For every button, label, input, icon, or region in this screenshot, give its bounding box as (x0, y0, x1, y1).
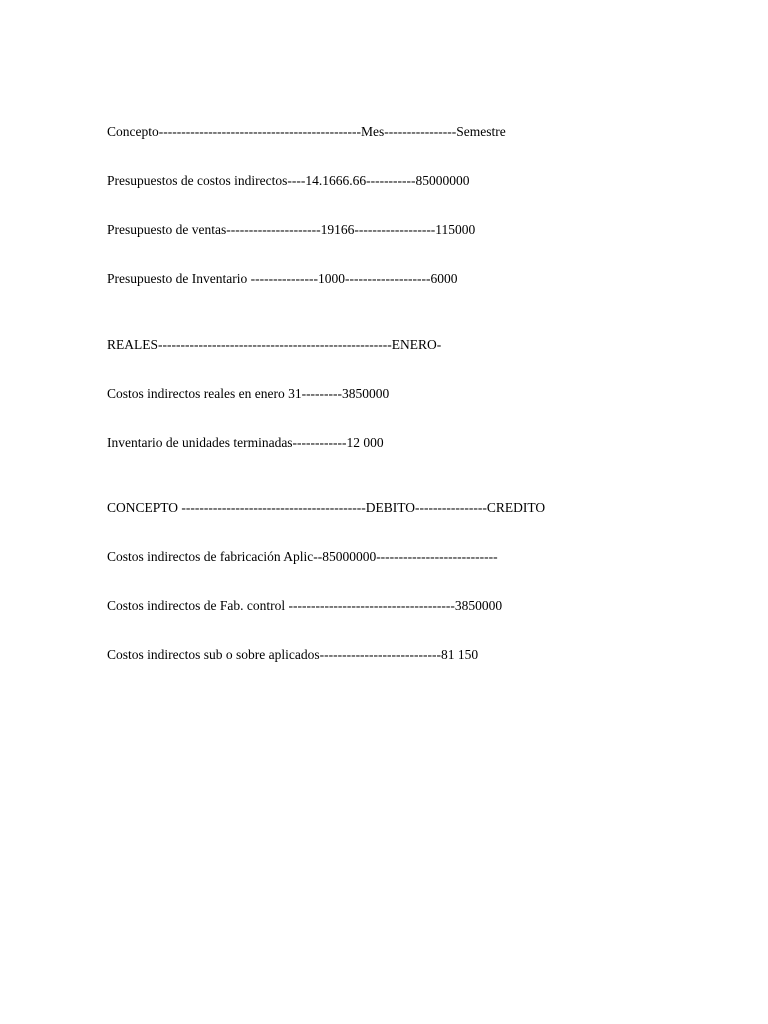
row-presupuestos-costos-indirectos: Presupuestos de costos indirectos----14.1666.66-----------85000000 (107, 173, 470, 188)
row-costos-indirectos-control: Costos indirectos de Fab. control -------------------------------------3850000 (107, 598, 503, 613)
header-row-concepto-mes-semestre: Concepto---------------------------------------------Mes----------------Semestre (107, 124, 506, 139)
header-row-concepto-debito-credito: CONCEPTO -----------------------------------------DEBITO----------------CREDITO (107, 500, 546, 515)
header-row-reales-enero: REALES----------------------------------------------------ENERO- (107, 337, 442, 352)
row-inventario-unidades-terminadas: Inventario de unidades terminadas------------12 000 (107, 435, 384, 450)
row-presupuesto-inventario: Presupuesto de Inventario ---------------1000-------------------6000 (107, 271, 458, 286)
row-costos-indirectos-sub-sobre-aplicados: Costos indirectos sub o sobre aplicados---------------------------81 150 (107, 647, 479, 662)
row-costos-indirectos-reales: Costos indirectos reales en enero 31---------3850000 (107, 386, 390, 401)
row-presupuesto-ventas: Presupuesto de ventas---------------------19166------------------115000 (107, 222, 476, 237)
row-costos-indirectos-aplicados: Costos indirectos de fabricación Aplic--85000000--------------------------- (107, 549, 498, 564)
